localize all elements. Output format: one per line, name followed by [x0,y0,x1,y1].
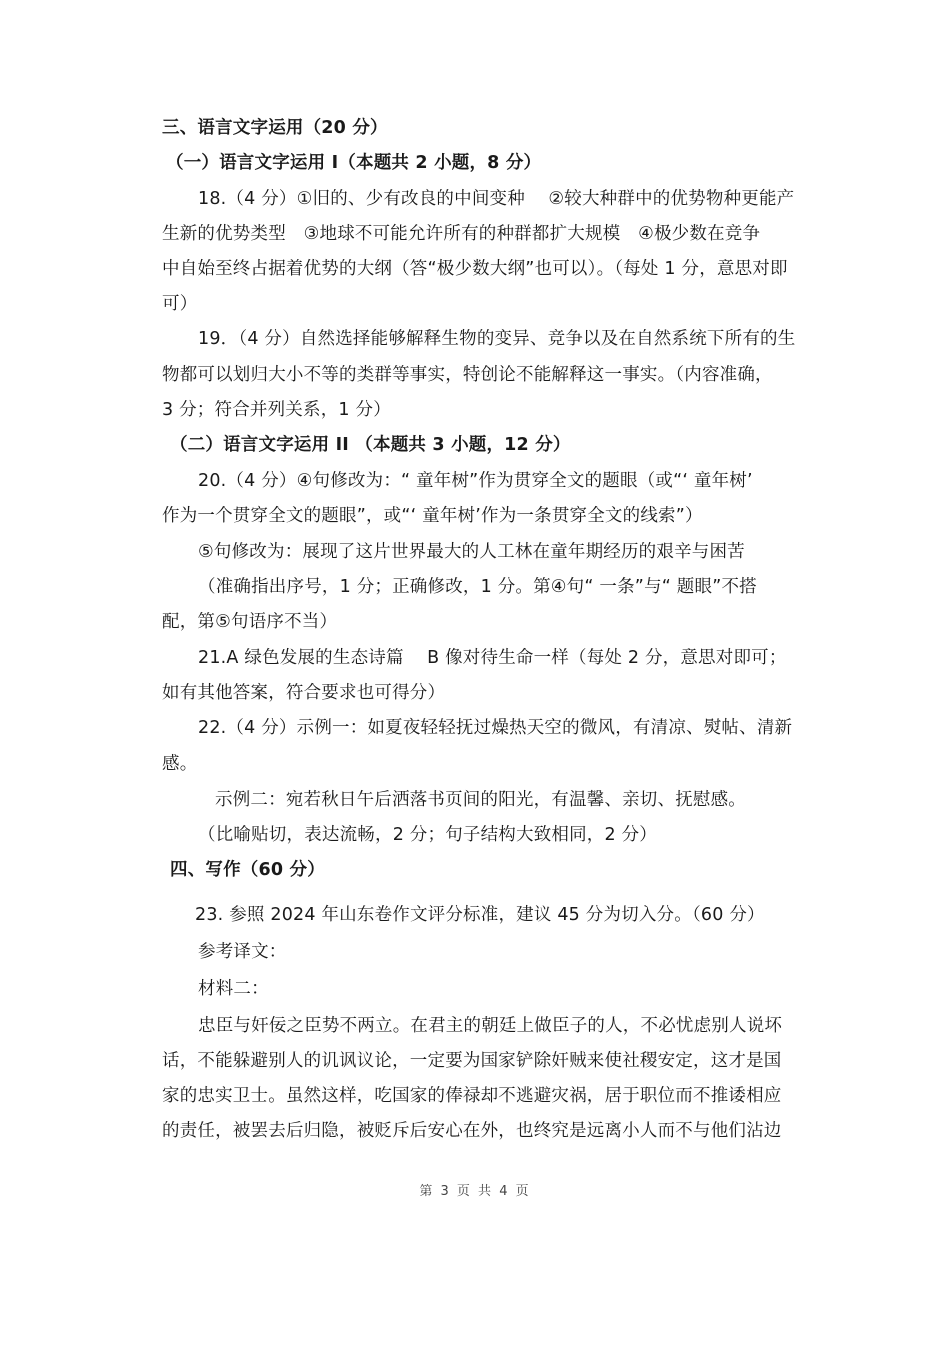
q22-line-2: 感。 [162,754,198,774]
material-label: 材料二： [198,979,269,999]
q18-line-3: 中自始至终占据着优势的大纲（答“极少数大纲”也可以）。（每处 1 分，意思对即 [162,259,788,279]
q23-line: 23. 参照 2024 年山东卷作文评分标准，建议 45 分为切入分。（60 分） [195,905,765,925]
q21-line-1: 21.A 绿色发展的生态诗篇 B 像对待生命一样（每处 2 分，意思对即可； [198,648,787,668]
passage-line-1: 忠臣与奸佞之臣势不两立。在君主的朝廷上做臣子的人，不必忧虑别人说坏 [198,1016,783,1036]
subsection-2-heading: （二）语言文字运用 II （本题共 3 小题，12 分） [170,435,571,455]
q18-line-4: 可） [162,294,198,314]
q20-line-5: 配，第⑤句语序不当） [162,612,338,632]
passage-line-2: 话，不能躲避别人的讥讽议论，一定要为国家铲除奸贼来使社稷安定，这才是国 [162,1051,782,1071]
page-footer: 第 3 页 共 4 页 [419,1184,531,1199]
passage-line-4: 的责任，被罢去后归隐，被贬斥后安心在外，也终究是远离小人而不与他们沾边 [162,1121,782,1141]
passage-line-3: 家的忠实卫士。虽然这样，吃国家的俸禄却不逃避灾祸，居于职位而不推诿相应 [162,1086,782,1106]
q21-line-2: 如有其他答案，符合要求也可得分） [162,683,446,703]
q22-line-3: 示例二：宛若秋日午后洒落书页间的阳光，有温馨、亲切、抚慰感。 [215,790,746,810]
q19-line-1: 19．（4 分）自然选择能够解释生物的变异、竞争以及在自然系统下所有的生 [198,329,796,349]
q20-line-2: 作为一个贯穿全文的题眼”，或“‘ 童年树’作为一条贯穿全文的线索”） [162,506,703,526]
q20-line-1: 20.（4 分）④句修改为：“ 童年树”作为贯穿全文的题眼（或“‘ 童年树’ [198,471,753,491]
q18-line-2: 生新的优势类型 ③地球不可能允许所有的种群都扩大规模 ④极少数在竞争 [162,224,761,244]
q22-line-1: 22.（4 分）示例一：如夏夜轻轻抚过燥热天空的微风，有清凉、熨帖、清新 [198,718,793,738]
q20-line-3: ⑤句修改为：展现了这片世界最大的人工林在童年期经历的艰辛与困苦 [198,542,745,562]
q22-line-4: （比喻贴切，表达流畅，2 分；句子结构大致相同，2 分） [198,825,657,845]
q20-line-4: （准确指出序号，1 分；正确修改，1 分。第④句“ 一条”与“ 题眼”不搭 [198,577,757,597]
q19-line-2: 物都可以划归大小不等的类群等事实，特创论不能解释这一事实。（内容准确， [162,365,773,385]
section-3-heading: 三、语言文字运用（20 分） [162,118,388,138]
q18-line-1: 18.（4 分）①旧的、少有改良的中间变种 ②较大种群中的优势物种更能产 [198,189,795,209]
q19-line-3: 3 分；符合并列关系，1 分） [162,400,391,420]
subsection-1-heading: （一）语言文字运用 I（本题共 2 小题，8 分） [166,153,542,173]
section-4-heading: 四、写作（60 分） [170,860,325,880]
translation-label: 参考译文： [198,942,287,962]
